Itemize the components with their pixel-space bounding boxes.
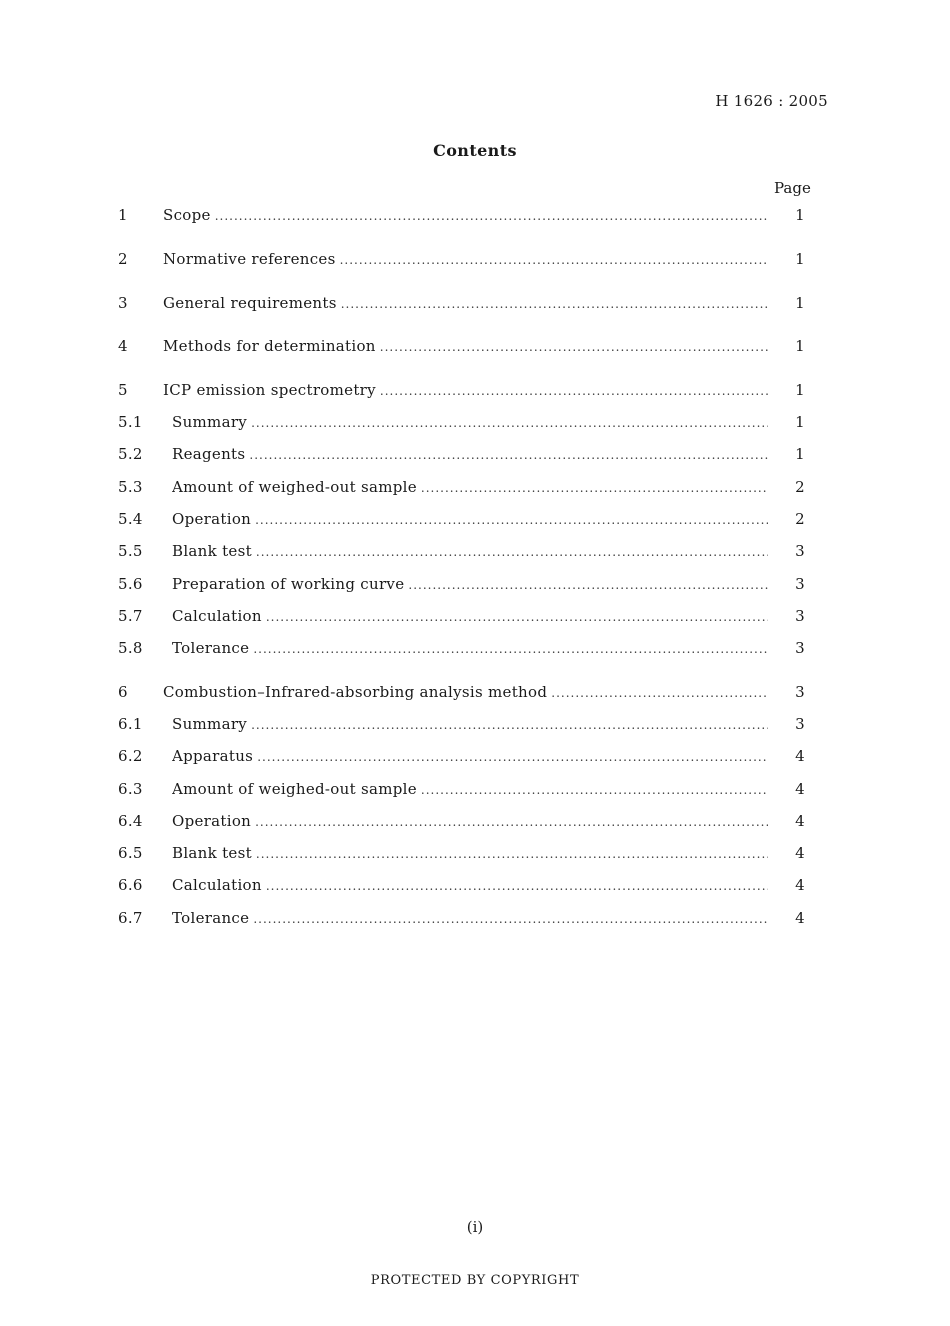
toc-entry-page: 3 <box>795 683 805 701</box>
toc-entry-page: 2 <box>795 510 805 528</box>
toc-entry-page: 3 <box>795 542 805 560</box>
toc-entry-page: 4 <box>795 812 805 830</box>
toc-entry-page: 1 <box>795 413 805 431</box>
dot-leader <box>249 445 768 463</box>
toc-entry-label: Amount of weighed-out sample <box>172 780 417 798</box>
toc-entry-label: Amount of weighed-out sample <box>172 478 417 496</box>
toc-entry-number: 6.3 <box>118 780 143 798</box>
toc-entry[interactable] <box>118 844 818 866</box>
toc-entry-page: 4 <box>795 780 805 798</box>
toc-entry-number: 6 <box>118 683 128 701</box>
toc-entry[interactable] <box>118 445 818 467</box>
toc-entry-number: 4 <box>118 337 128 355</box>
toc-entry-number: 6.6 <box>118 876 143 894</box>
dot-leader <box>421 780 768 798</box>
toc-entry-page: 1 <box>795 381 805 399</box>
dot-leader <box>256 844 768 862</box>
toc-entry-page: 3 <box>795 607 805 625</box>
dot-leader <box>251 413 768 431</box>
toc-entry-page: 4 <box>795 844 805 862</box>
dot-leader <box>255 812 768 830</box>
toc-entry[interactable] <box>118 876 818 898</box>
toc-entry-number: 5.6 <box>118 575 143 593</box>
toc-entry[interactable] <box>118 510 818 532</box>
toc-entry-label: Blank test <box>172 844 252 862</box>
toc-entry-label: Tolerance <box>172 639 250 657</box>
toc-entry-number: 5.5 <box>118 542 143 560</box>
toc-entry-number: 5.7 <box>118 607 143 625</box>
toc-entry-number: 6.5 <box>118 844 143 862</box>
toc-entry-page: 1 <box>795 294 805 312</box>
toc-entry[interactable] <box>118 683 818 705</box>
toc-entry[interactable] <box>118 607 818 629</box>
toc-entry-number: 2 <box>118 250 128 268</box>
toc-entry-label: Combustion–Infrared-absorbing analysis method <box>163 683 548 701</box>
toc-entry-page: 4 <box>795 876 805 894</box>
footer-page-number: (i) <box>466 1218 484 1236</box>
toc-entry-number: 5.2 <box>118 445 143 463</box>
toc-entry-label: Apparatus <box>172 747 254 765</box>
toc-entry-page: 1 <box>795 445 805 463</box>
dot-leader <box>408 575 768 593</box>
toc-entry[interactable] <box>118 575 818 597</box>
toc-entry[interactable] <box>118 250 818 272</box>
toc-entry-number: 5.1 <box>118 413 143 431</box>
toc-entry-number: 5 <box>118 381 128 399</box>
toc-entry[interactable] <box>118 478 818 500</box>
toc-entry[interactable] <box>118 542 818 564</box>
toc-entry-label: Blank test <box>172 542 252 560</box>
toc-entry-label: Operation <box>172 510 252 528</box>
dot-leader <box>551 683 768 701</box>
toc-entry-label: Scope <box>163 206 211 224</box>
toc-entry-number: 6.1 <box>118 715 143 733</box>
toc-entry-number: 1 <box>118 206 128 224</box>
toc-entry-page: 4 <box>795 747 805 765</box>
toc-entry-number: 3 <box>118 294 128 312</box>
toc-entry[interactable] <box>118 909 818 931</box>
toc-entry[interactable] <box>118 639 818 661</box>
toc-entry-page: 3 <box>795 715 805 733</box>
toc-entry-label: Summary <box>172 715 248 733</box>
toc-entry[interactable] <box>118 413 818 435</box>
toc-entry-number: 6.2 <box>118 747 143 765</box>
toc-entry-page: 4 <box>795 909 805 927</box>
dot-leader <box>380 337 768 355</box>
toc-entry-label: Methods for determination <box>163 337 376 355</box>
toc-entry[interactable] <box>118 780 818 802</box>
toc-entry-page: 1 <box>795 250 805 268</box>
dot-leader <box>341 294 768 312</box>
toc-entry[interactable] <box>118 337 818 359</box>
toc-entry-label: Summary <box>172 413 248 431</box>
dot-leader <box>380 381 768 399</box>
toc-entry-number: 6.7 <box>118 909 143 927</box>
dot-leader <box>340 250 768 268</box>
toc-entry-label: ICP emission spectrometry <box>163 381 376 399</box>
dot-leader <box>251 715 768 733</box>
toc-entry-label: General requirements <box>163 294 337 312</box>
toc-entry-number: 5.8 <box>118 639 143 657</box>
page-title: Contents <box>433 141 517 160</box>
toc-entry-page: 1 <box>795 337 805 355</box>
toc-entry[interactable] <box>118 381 818 403</box>
toc-entry[interactable] <box>118 206 818 228</box>
toc-entry-label: Tolerance <box>172 909 250 927</box>
toc-entry-number: 5.3 <box>118 478 143 496</box>
toc-entry-page: 2 <box>795 478 805 496</box>
dot-leader <box>253 639 768 657</box>
dot-leader <box>256 542 768 560</box>
toc-entry-page: 3 <box>795 639 805 657</box>
toc-entry-label: Reagents <box>172 445 246 463</box>
toc-entry-label: Normative references <box>163 250 336 268</box>
copyright-notice: PROTECTED BY COPYRIGHT <box>370 1273 580 1288</box>
toc-entry-number: 6.4 <box>118 812 143 830</box>
document-id: H 1626 : 2005 <box>715 92 828 110</box>
toc-entry[interactable] <box>118 294 818 316</box>
toc-entry-label: Calculation <box>172 876 262 894</box>
dot-leader <box>266 876 768 894</box>
toc-entry[interactable] <box>118 747 818 769</box>
toc-entry-label: Preparation of working curve <box>172 575 405 593</box>
page-column-header: Page <box>774 179 811 197</box>
dot-leader <box>215 206 768 224</box>
dot-leader <box>255 510 768 528</box>
dot-leader <box>253 909 768 927</box>
toc-entry-page: 3 <box>795 575 805 593</box>
toc-entry-page: 1 <box>795 206 805 224</box>
toc-entry-number: 5.4 <box>118 510 143 528</box>
toc-entry-label: Calculation <box>172 607 262 625</box>
dot-leader <box>266 607 768 625</box>
toc-entry-label: Operation <box>172 812 252 830</box>
dot-leader <box>257 747 768 765</box>
toc-entry[interactable] <box>118 715 818 737</box>
dot-leader <box>421 478 768 496</box>
toc-entry[interactable] <box>118 812 818 834</box>
